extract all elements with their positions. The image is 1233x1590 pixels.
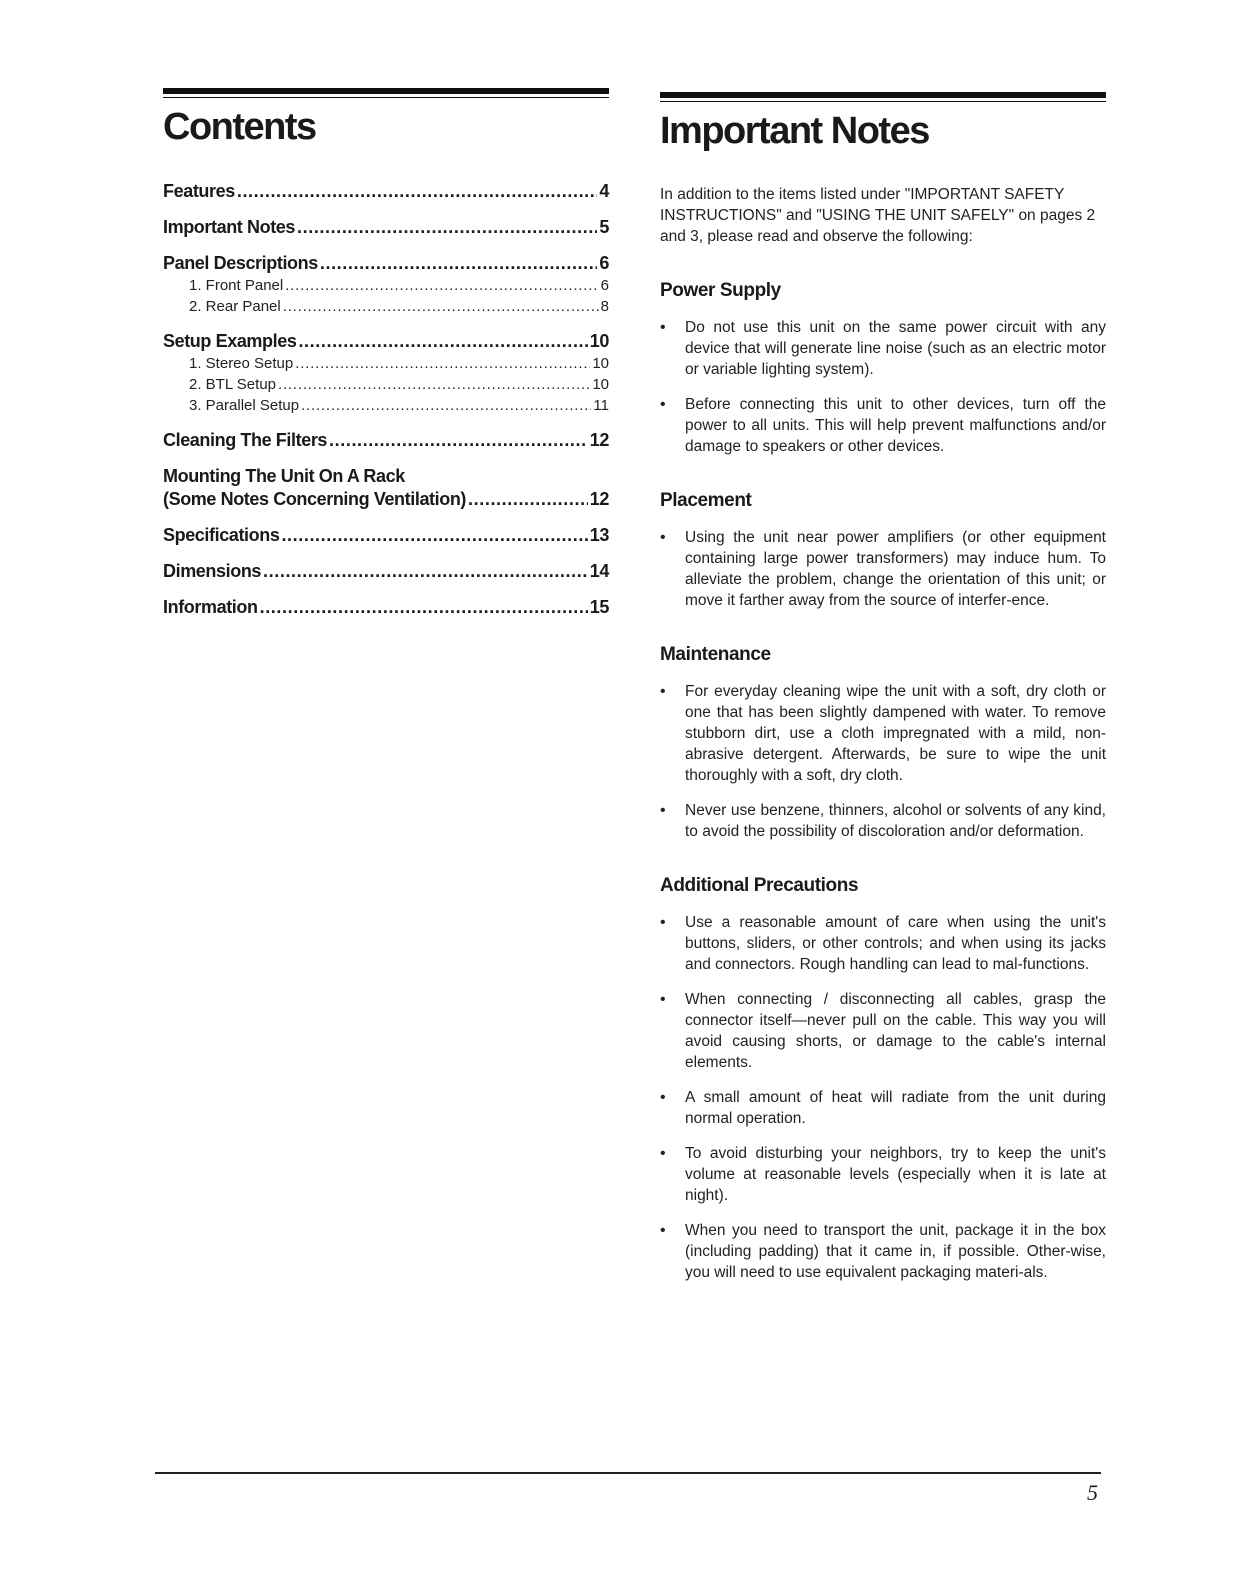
bullet-item: • When connecting / disconnecting all cables, grasp the connector itself—never pull on the cable. This way you will avoid causing shorts, or damage to the cable's internal elements. (660, 989, 1106, 1073)
toc-page: 14 (589, 561, 609, 581)
toc-label: Mounting The Unit On A Rack (163, 466, 405, 486)
toc-label: Information (163, 597, 258, 617)
toc-subentry-front-panel[interactable] (163, 275, 609, 296)
toc-page: 15 (589, 597, 609, 617)
bullet-item: • When you need to transport the unit, package it in the box (including padding) that it came in, if possible. Other-wise, you will need to use equivalent packaging materi-als. (660, 1220, 1106, 1283)
toc-sub-label: 3. Parallel Setup (189, 397, 300, 414)
toc-entry-mounting-rack[interactable] (163, 465, 609, 511)
toc-leader (278, 374, 590, 395)
toc-sub-page: 6 (600, 277, 609, 294)
toc-subentry-rear-panel[interactable] (163, 296, 609, 317)
bullet-item: • Before connecting this unit to other devices, turn off the power to all units. This will help prevent malfunctions and/or damage to speakers or other devices. (660, 394, 1106, 457)
toc-subentry-btl-setup[interactable] (163, 374, 609, 395)
toc-subentry-stereo-setup[interactable] (163, 353, 609, 374)
toc-leader (297, 216, 597, 239)
section-heading-placement: Placement (660, 490, 752, 511)
notes-intro: In addition to the items listed under "IMPORTANT SAFETY INSTRUCTIONS" and "USING THE UNIT SAFELY" on pages 2 and 3, please read and observe the following: (660, 186, 1096, 245)
bullet-item: • For everyday cleaning wipe the unit with a soft, dry cloth or one that has been slightly dampened with water. To remove stubborn dirt, use a cloth impregnated with a mild, non-abrasive detergent. Afterwards, be sure to wipe the unit thoroughly with a soft, dry cloth. (660, 681, 1106, 786)
toc-leader (281, 524, 587, 547)
toc-entry-panel-descriptions[interactable] (163, 252, 609, 317)
section-heading-power-supply: Power Supply (660, 280, 781, 301)
footer-rule (155, 1472, 1101, 1474)
toc-leader (295, 353, 590, 374)
toc-label: Specifications (163, 525, 280, 545)
power-supply-list (660, 317, 1106, 457)
toc-sub-page: 10 (592, 376, 609, 393)
toc-entry-dimensions[interactable] (163, 560, 609, 583)
notes-top-rule (660, 92, 1106, 98)
toc-label-line2: (Some Notes Concerning Ventilation) (163, 489, 467, 509)
toc-page: 13 (589, 525, 609, 545)
toc-leader (329, 429, 588, 452)
toc-leader (468, 488, 588, 511)
contents-column (163, 88, 609, 632)
toc-page: 10 (589, 331, 609, 351)
section-heading-maintenance: Maintenance (660, 644, 771, 665)
toc-label: Features (163, 181, 235, 201)
toc-entry-important-notes[interactable] (163, 216, 609, 239)
toc-sub-page: 11 (593, 397, 609, 414)
toc-page: 12 (589, 489, 609, 509)
contents-title: Contents (163, 106, 316, 148)
toc-page: 4 (599, 181, 609, 201)
toc-label: Dimensions (163, 561, 262, 581)
additional-precautions-list (660, 912, 1106, 1283)
notes-top-rule-thin (660, 101, 1106, 102)
contents-top-rule (163, 88, 609, 94)
important-notes-column (660, 92, 1106, 1297)
toc-leader (320, 252, 598, 275)
bullet-item: • Use a reasonable amount of care when using the unit's buttons, sliders, or other controls; and when using its jacks and connectors. Rough handling can lead to mal-functions. (660, 912, 1106, 975)
toc-sub-label: 1. Stereo Setup (189, 355, 294, 372)
toc-label: Cleaning The Filters (163, 430, 328, 450)
toc-entry-cleaning-filters[interactable] (163, 429, 609, 452)
toc-entry-specifications[interactable] (163, 524, 609, 547)
toc-sub-page: 10 (592, 355, 609, 372)
notes-title: Important Notes (660, 110, 929, 152)
toc-sub-label: 2. BTL Setup (189, 376, 276, 393)
toc-label: Important Notes (163, 217, 296, 237)
toc-sub-page: 8 (600, 298, 609, 315)
placement-list (660, 527, 1106, 611)
toc-leader (301, 395, 591, 416)
toc-leader (283, 296, 599, 317)
toc-leader (237, 180, 598, 203)
bullet-item: • A small amount of heat will radiate from the unit during normal operation. (660, 1087, 1106, 1129)
page-number: 5 (1087, 1480, 1098, 1505)
toc-leader (260, 596, 588, 619)
toc-page: 6 (599, 253, 609, 273)
maintenance-list (660, 681, 1106, 842)
toc-sub-label: 2. Rear Panel (189, 298, 281, 315)
table-of-contents (163, 180, 609, 619)
toc-sub-label: 1. Front Panel (189, 277, 284, 294)
bullet-item: • Never use benzene, thinners, alcohol or solvents of any kind, to avoid the possibility of discoloration and/or deformation. (660, 800, 1106, 842)
bullet-item: • Using the unit near power amplifiers (or other equipment containing large power transformers) may induce hum. To alleviate the problem, change the orientation of this unit; or move it farther away from the source of interfer-ence. (660, 527, 1106, 611)
toc-page: 5 (599, 217, 609, 237)
toc-leader (263, 560, 588, 583)
toc-entry-features[interactable] (163, 180, 609, 203)
toc-entry-information[interactable] (163, 596, 609, 619)
toc-label: Setup Examples (163, 331, 297, 351)
toc-subentry-parallel-setup[interactable] (163, 395, 609, 416)
bullet-item: • Do not use this unit on the same power circuit with any device that will generate line noise (such as an electric motor or variable lighting system). (660, 317, 1106, 380)
toc-label: Panel Descriptions (163, 253, 318, 273)
toc-page: 12 (589, 430, 609, 450)
toc-leader (285, 275, 598, 296)
section-heading-additional-precautions: Additional Precautions (660, 875, 859, 896)
contents-top-rule-thin (163, 97, 609, 98)
toc-entry-setup-examples[interactable] (163, 330, 609, 416)
bullet-item: • To avoid disturbing your neighbors, try to keep the unit's volume at reasonable levels (especially when it is late at night). (660, 1143, 1106, 1206)
toc-leader (298, 330, 587, 353)
